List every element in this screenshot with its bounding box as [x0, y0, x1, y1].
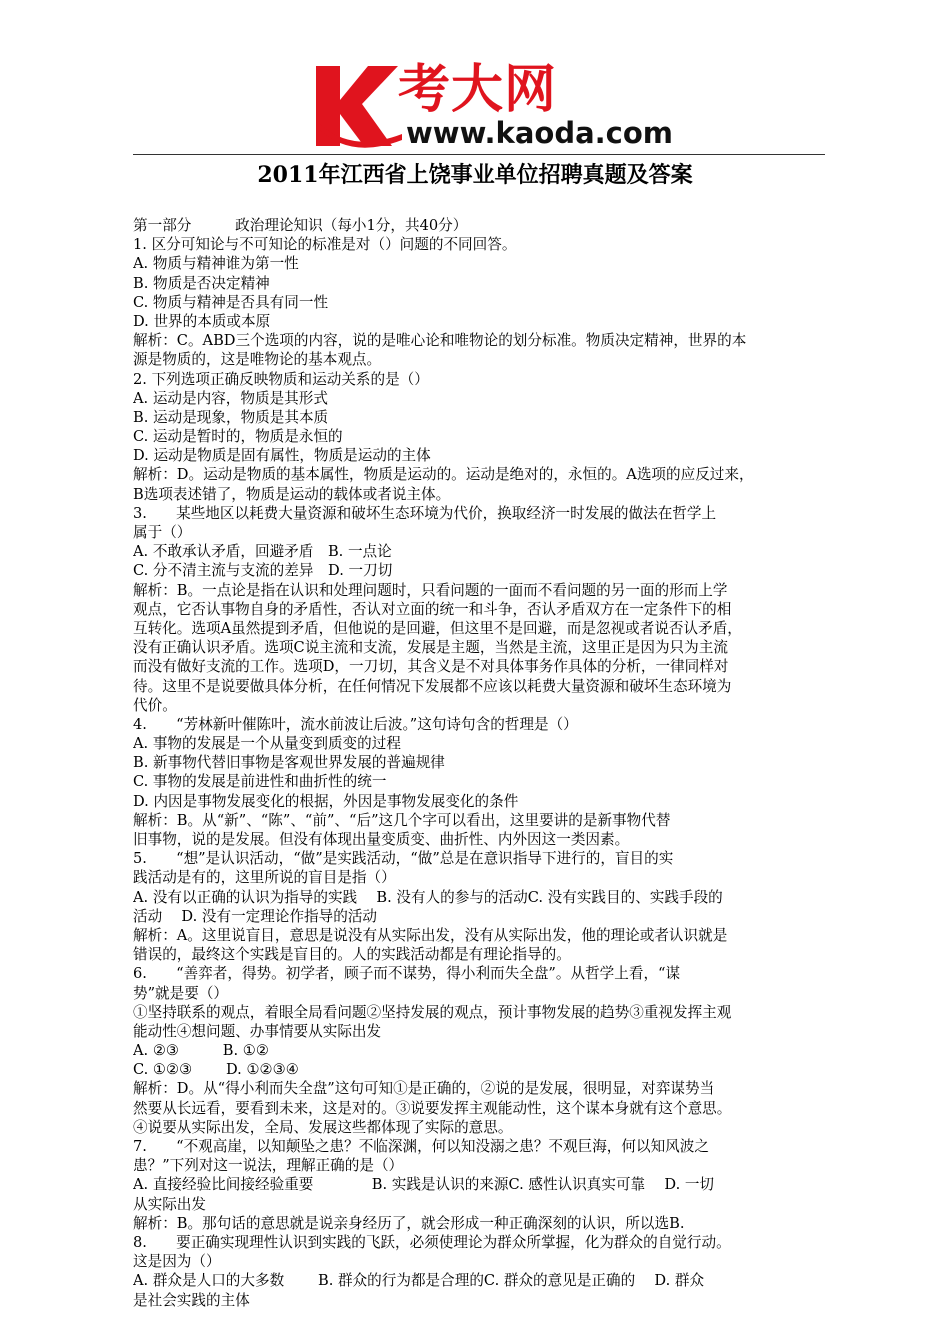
text-line: 势”就是要（） — [133, 984, 229, 1002]
text-line: 践活动是有的，这里所说的盲目是指（） — [133, 869, 396, 887]
text-line: C. 事物的发展是前进性和曲折性的统一 — [133, 773, 387, 791]
document-body — [133, 216, 827, 1310]
text-line: 解析：C。ABD三个选项的内容，说的是唯心论和唯物论的划分标准。物质决定精神，世界的本 — [133, 332, 747, 350]
text-line: C. 分不清主流与支流的差异 D. 一刀切 — [133, 562, 393, 580]
text-line: 3. 某些地区以耗费大量资源和破坏生态环境为代价，换取经济一时发展的做法在哲学上 — [133, 504, 717, 522]
text-line: D. 内因是事物发展变化的根据，外因是事物发展变化的条件 — [133, 792, 519, 810]
text-line: 待。这里不是说要做具体分析，在任何情况下发展都不应该以耗费大量资源和破坏生态环境为 — [133, 677, 732, 695]
text-line: 旧事物，说的是发展。但没有体现出量变质变、曲折性、内外因这一类因素。 — [133, 831, 630, 848]
text-line: 患？”下列对这一说法，理解正确的是（） — [133, 1157, 404, 1175]
text-line: D. 世界的本质或本原 — [133, 312, 271, 330]
text-line: C. 物质与精神是否具有同一性 — [133, 293, 329, 311]
document-title: 2011年江西省上饶事业单位招聘真题及答案 — [257, 162, 693, 188]
text-line: 解析：A。这里说盲目，意思是说没有从实际出发，没有从实际出发，他的理论或者认识就是 — [133, 926, 728, 944]
text-line: 而没有做好支流的工作。选项D，一刀切，其含义是不对具体事务作具体的分析，一律同样对 — [133, 658, 729, 676]
text-line: 没有正确认识矛盾。选项C说主流和支流，发展是主题，当然是主流，这里正是因为只为主流 — [133, 639, 728, 657]
text-line: 源是物质的，这是唯物论的基本观点。 — [133, 351, 382, 369]
text-line: A. 没有以正确的认识为指导的实践 B. 没有人的参与的活动C. 没有实践目的、实践手段的 — [133, 888, 723, 906]
text-line: 属于（） — [133, 524, 192, 541]
text-line: A. 运动是内容，物质是其形式 — [133, 389, 328, 407]
text-line: 互转化。选项A虽然提到矛盾，但他说的是回避，但这里不是回避，而是忽视或者说否认矛盾， — [133, 619, 742, 637]
text-line: B. 新事物代替旧事物是客观世界发展的普遍规律 — [133, 754, 445, 772]
text-line: 2. 下列选项正确反映物质和运动关系的是（） — [133, 370, 429, 388]
text-line: ①坚持联系的观点，着眼全局看问题②坚持发展的观点，预计事物发展的趋势③重视发挥主观 — [133, 1003, 732, 1021]
text-line: 解析：B。那句话的意思就是说亲身经历了，就会形成一种正确深刻的认识，所以选B. — [133, 1214, 685, 1232]
text-line: A. 群众是人口的大多数 B. 群众的行为都是合理的C. 群众的意见是正确的 D. 群众 — [133, 1272, 705, 1290]
text-line: A. 物质与精神谁为第一性 — [133, 255, 299, 273]
text-line: 是社会实践的主体 — [133, 1291, 250, 1309]
text-line: 1. 区分可知论与不可知论的标准是对（）问题的不同回答。 — [133, 236, 517, 254]
text-line: 观点，它否认事物自身的矛盾性，否认对立面的统一和斗争，否认矛盾双方在一定条件下的相 — [133, 600, 732, 618]
logo-url: www.kaoda.com — [406, 116, 673, 150]
text-line: A. 事物的发展是一个从量变到质变的过程 — [133, 735, 401, 753]
text-line: 8. 要正确实现理性认识到实践的飞跃，必须使理论为群众所掌握，化为群众的自觉行动。 — [133, 1233, 731, 1251]
text-line: A. 不敢承认矛盾，回避矛盾 B. 一点论 — [133, 543, 392, 561]
text-line: ④说要从实际出发，全局、发展这些都体现了实际的意思。 — [133, 1118, 513, 1136]
text-line: C. 运动是暂时的，物质是永恒的 — [133, 428, 343, 446]
text-line: D. 运动是物质是固有属性，物质是运动的主体 — [133, 447, 431, 465]
text-line: 5. “想”是认识活动，“做”是实践活动，“做”总是在意识指导下进行的，盲目的实 — [133, 850, 674, 868]
text-line: B选项表述错了，物质是运动的载体或者说主体。 — [133, 485, 451, 503]
text-line: 然要从长远看，要看到未来，这是对的。③说要发挥主观能动性，这个谋本身就有这个意思。 — [133, 1099, 732, 1117]
text-line: C. ①②③ D. ①②③④ — [133, 1061, 299, 1079]
text-line: 代价。 — [133, 696, 177, 714]
text-line: 错误的，最终这个实践是盲目的。人的实践活动都是有理论指导的。 — [133, 946, 571, 964]
text-line: 活动 D. 没有一定理论作指导的活动 — [133, 907, 378, 925]
logo-text: 考大网 — [398, 60, 558, 120]
text-line: 从实际出发 — [133, 1195, 206, 1213]
text-line: 第一部分 政治理论知识（每小1分，共40分） — [133, 217, 468, 234]
text-line: A. 直接经验比间接经验重要 B. 实践是认识的来源C. 感性认识真实可靠 D. 一切 — [133, 1176, 715, 1194]
text-line: B. 物质是否决定精神 — [133, 274, 270, 292]
header-divider — [133, 154, 825, 155]
text-line: 能动性④想问题、办事情要从实际出发 — [133, 1022, 382, 1040]
kaoda-logo — [310, 60, 673, 152]
text-line: 解析：D。从“得小利而失全盘”这句可知①是正确的，②说的是发展，很明显，对弈谋势当 — [133, 1080, 715, 1098]
text-line: A. ②③ B. ①② — [133, 1042, 269, 1060]
text-line: 解析：B。从“新”、“陈”、“前”、“后”这几个字可以看出，这里要讲的是新事物代替 — [133, 811, 671, 829]
text-line: 这是因为（） — [133, 1253, 221, 1271]
text-line: 4. “芳林新叶催陈叶，流水前波让后波。”这句诗句含的哲理是（） — [133, 715, 578, 733]
text-line: 6. “善弈者，得势。初学者，顾子而不谋势，得小利而失全盘”。从哲学上看，“谋 — [133, 965, 681, 983]
text-line: 解析：B。一点论是指在认识和处理问题时，只看问题的一面而不看问题的另一面的形而上学 — [133, 581, 728, 599]
k-logo-icon — [310, 62, 406, 150]
text-line: B. 运动是现象，物质是其本质 — [133, 408, 329, 426]
text-line: 解析：D。运动是物质的基本属性，物质是运动的。运动是绝对的，永恒的。A选项的应反过来， — [133, 466, 754, 484]
text-line: 7. “不观高崖，以知颠坠之患？不临深渊，何以知没溺之患？不观巨海，何以知风波之 — [133, 1138, 709, 1155]
